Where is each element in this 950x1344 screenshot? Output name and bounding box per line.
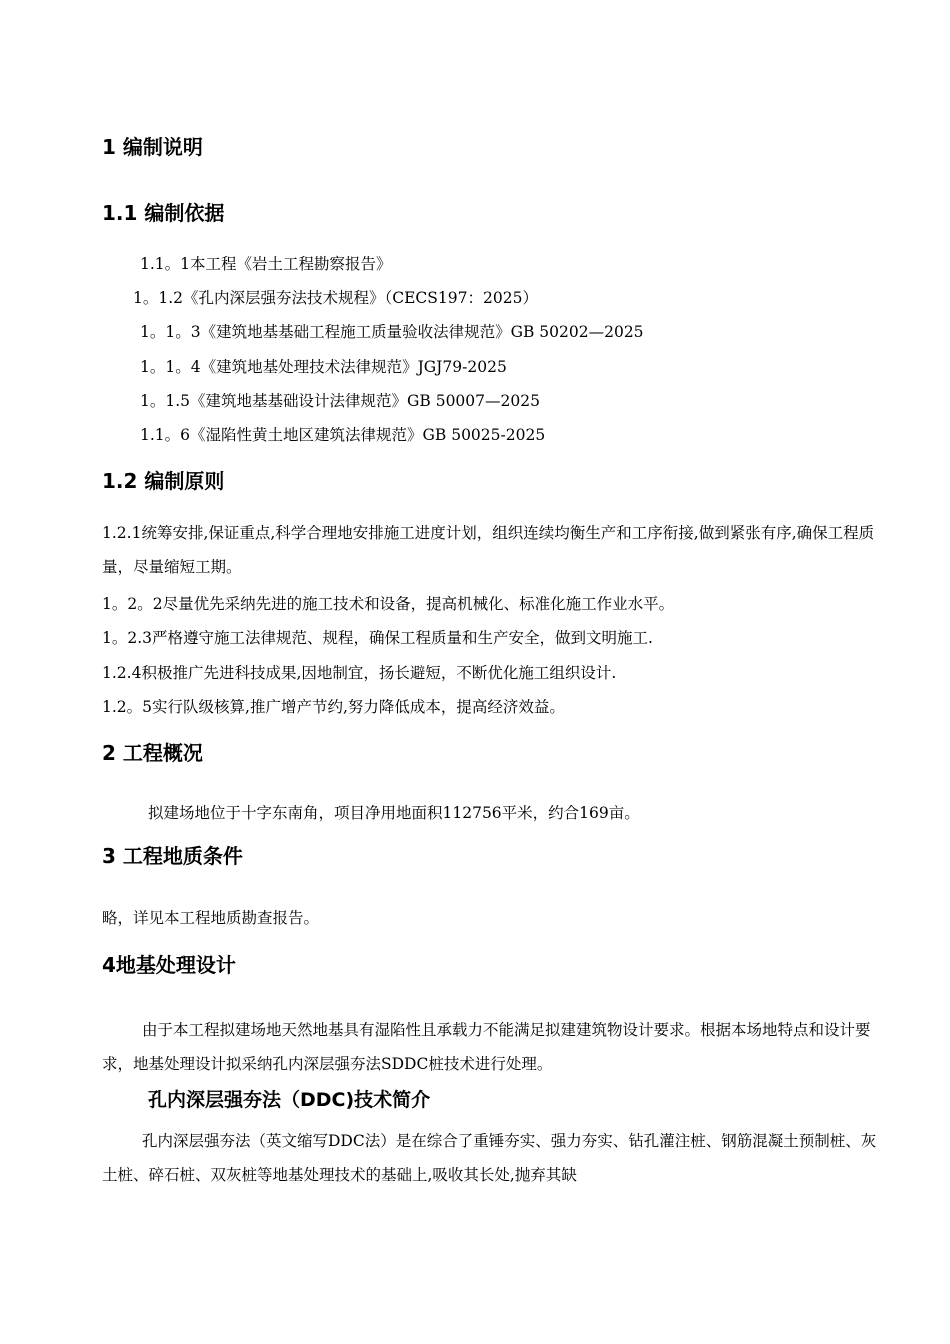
basis-item-3: 1。1。3《建筑地基基础工程施工质量验收法律规范》GB 50202—2025 xyxy=(140,323,644,341)
ddc-text: 孔内深层强夯法（英文缩写DDC法）是在综合了重锤夯实、强力夯实、钻孔灌注桩、钢筋混凝土预制桩、灰土桩、碎石桩、双灰桩等地基处理技术的基础上,吸收其长处,抛弃其缺 xyxy=(102,1132,877,1184)
basis-item-5: 1。1.5《建筑地基基础设计法律规范》GB 50007—2025 xyxy=(140,392,540,410)
heading-4: 4地基处理设计 xyxy=(102,953,236,977)
principle-5: 1.2。5实行队级核算,推广增产节约,努力降低成本，提高经济效益。 xyxy=(102,698,565,716)
basis-item-6: 1.1。6《湿陷性黄土地区建筑法律规范》GB 50025-2025 xyxy=(140,426,546,444)
principle-4: 1.2.4积极推广先进科技成果,因地制宜，扬长避短，不断优化施工组织设计. xyxy=(102,664,617,682)
heading-1-2: 1.2 编制原则 xyxy=(102,469,225,493)
heading-3: 3 工程地质条件 xyxy=(102,844,243,868)
heading-1-1: 1.1 编制依据 xyxy=(102,201,225,225)
basis-item-1: 1.1。1本工程《岩土工程勘察报告》 xyxy=(140,255,392,273)
heading-1: 1 编制说明 xyxy=(102,135,203,159)
principle-3: 1。2.3严格遵守施工法律规范、规程，确保工程质量和生产安全，做到文明施工. xyxy=(102,629,653,647)
design-text: 由于本工程拟建场地天然地基具有湿陷性且承载力不能满足拟建建筑物设计要求。根据本场地特点和设计要求，地基处理设计拟采纳孔内深层强夯法SDDC桩技术进行处理。 xyxy=(102,1021,871,1073)
basis-item-2: 1。1.2《孔内深层强夯法技术规程》（CECS197：2025） xyxy=(133,289,538,307)
principle-2: 1。2。2尽量优先采纳先进的施工技术和设备，提高机械化、标准化施工作业水平。 xyxy=(102,595,675,613)
basis-item-4: 1。1。4《建筑地基处理技术法律规范》JGJ79-2025 xyxy=(140,358,507,376)
heading-2: 2 工程概况 xyxy=(102,741,203,765)
ddc-heading: 孔内深层强夯法（DDC)技术简介 xyxy=(148,1089,431,1111)
overview-text: 拟建场地位于十字东南角，项目净用地面积112756平米，约合169亩。 xyxy=(148,804,640,822)
geology-text: 略，详见本工程地质勘查报告。 xyxy=(102,909,320,927)
principle-1: 1.2.1统筹安排,保证重点,科学合理地安排施工进度计划，组织连续均衡生产和工序衔接,做到紧张有序,确保工程质量，尽量缩短工期。 xyxy=(102,524,875,576)
